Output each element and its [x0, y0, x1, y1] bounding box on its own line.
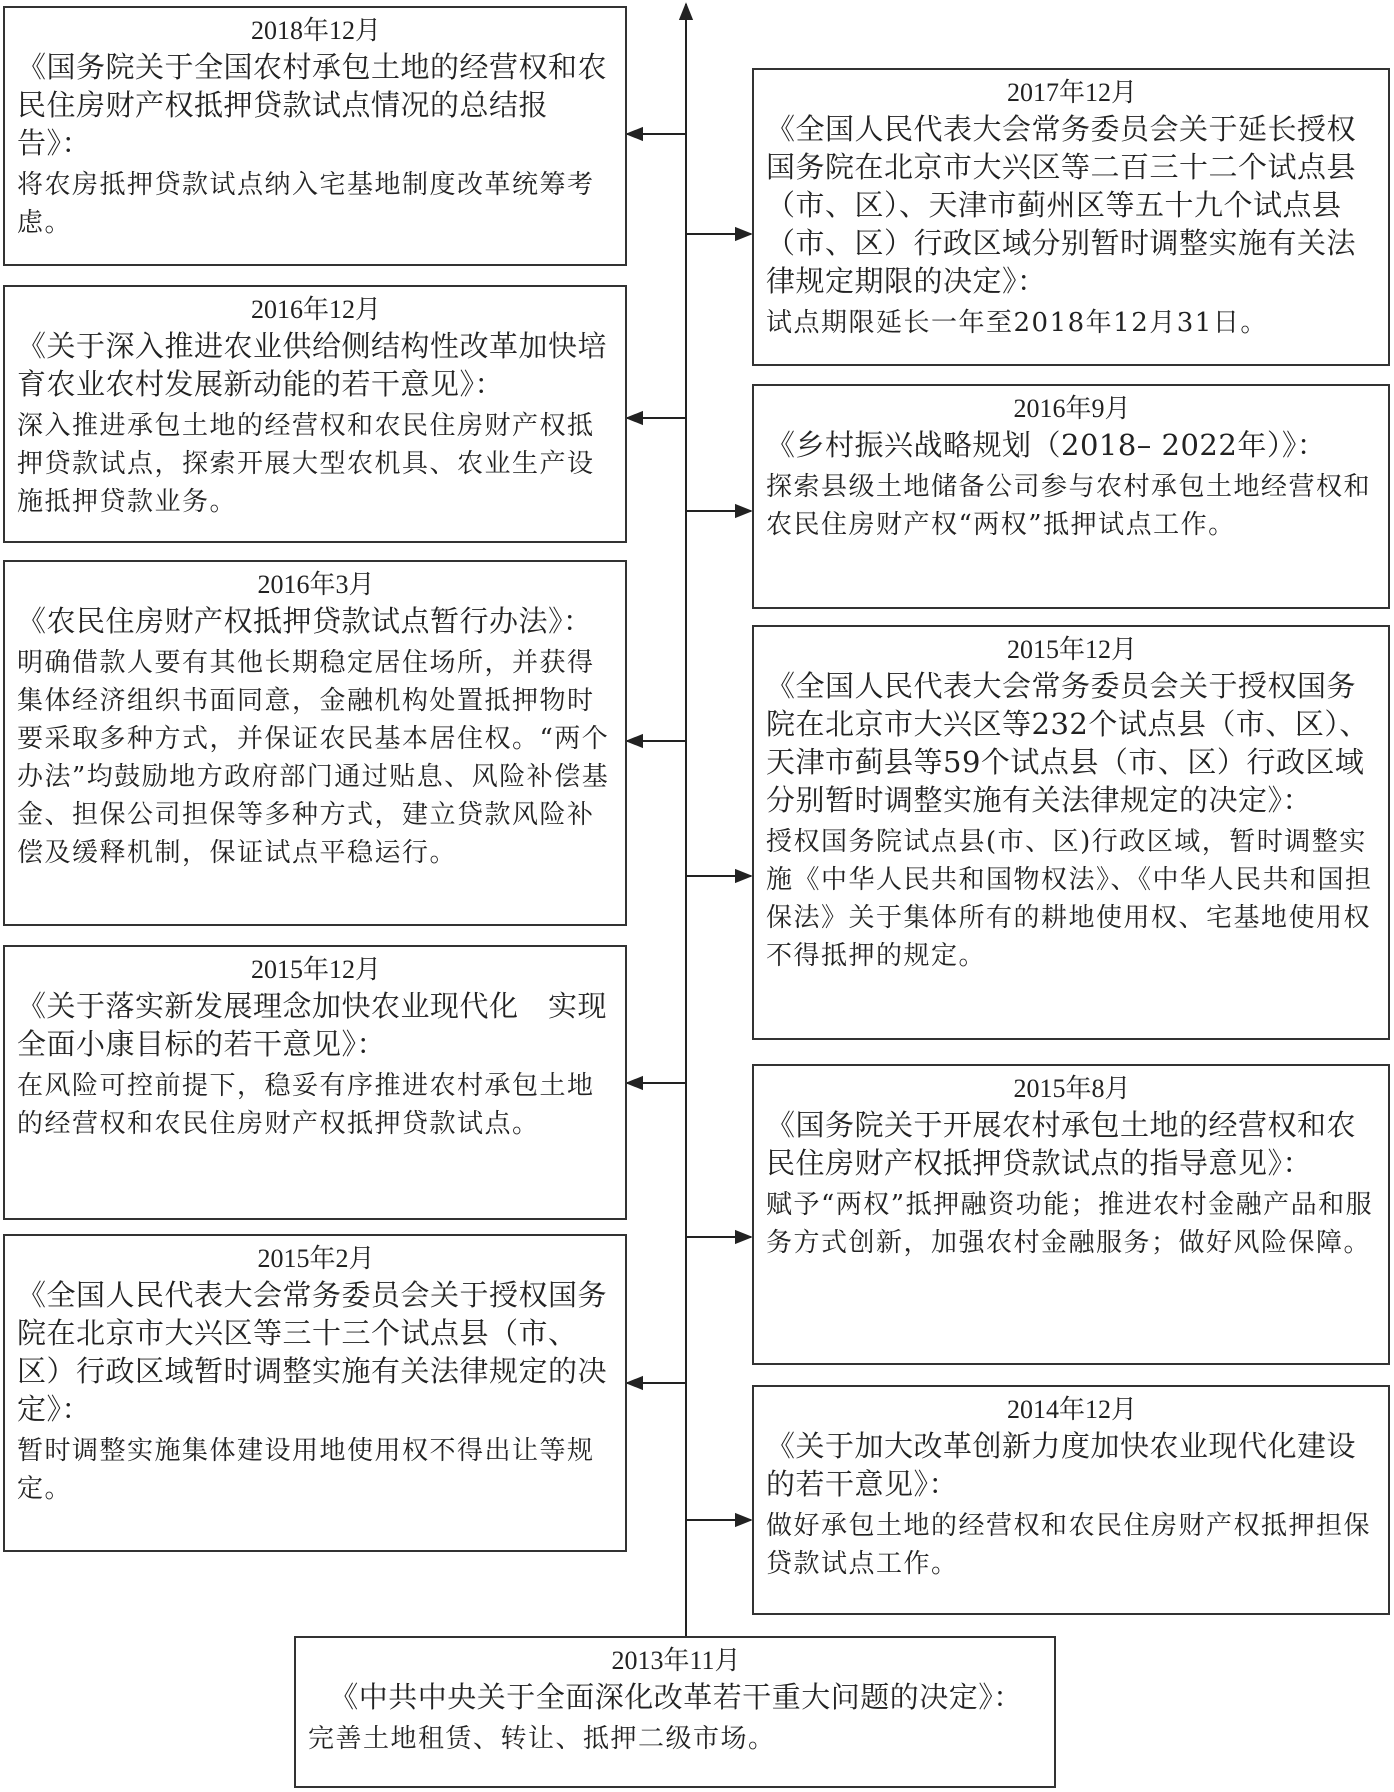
- event-content: 探索县级土地储备公司参与农村承包土地经营权和农民住房财产权“两权”抵押试点工作。: [766, 472, 1372, 540]
- event-title: 《关于落实新发展理念加快农业现代化 实现全面小康目标的若干意见》：: [17, 989, 608, 1061]
- event-box-2016-09: [752, 384, 1390, 609]
- event-title: 《关于深入推进农业供给侧结构性改革加快培育农业农村发展新动能的若干意见》：: [17, 329, 608, 401]
- event-box-2015-12-right: [752, 625, 1390, 1040]
- event-box-2016-12: [3, 285, 627, 543]
- event-date: 2017年12月: [1006, 78, 1137, 107]
- event-box-2018-12: [3, 6, 627, 266]
- event-content: 授权国务院试点县(市、区)行政区域，暂时调整实施《中华人民共和国物权法》、《中华人民共和国担保法》关于集体所有的耕地使用权、宅基地使用权不得抵押的规定。: [766, 827, 1373, 971]
- event-title: 《关于加大改革创新力度加快农业现代化建设的若干意见》：: [766, 1429, 1357, 1501]
- event-title: 《农民住房财产权抵押贷款试点暂行办法》：: [17, 604, 593, 638]
- event-content: 深入推进承包土地的经营权和农民住房财产权抵押贷款试点，探索开展大型农机具、农业生产设施抵押贷款业务。: [17, 411, 595, 517]
- event-date: 2016年3月: [257, 570, 375, 599]
- event-content: 将农房抵押贷款试点纳入宅基地制度改革统筹考虑。: [17, 170, 595, 238]
- event-content: 做好承包土地的经营权和农民住房财产权抵押担保贷款试点工作。: [766, 1511, 1372, 1579]
- event-box-2017-12: [752, 68, 1390, 366]
- event-box-2014-12: [752, 1385, 1390, 1615]
- event-date: 2018年12月: [250, 16, 381, 45]
- event-title: 《国务院关于开展农村承包土地的经营权和农民住房财产权抵押贷款试点的指导意见》：: [766, 1108, 1357, 1180]
- event-content: 明确借款人要有其他长期稳定居住场所，并获得集体经济组织书面同意，金融机构处置抵押物时要采取多种方式，并保证农民基本居住权。“两个办法”均鼓励地方政府部门通过贴息、风险补偿基金、担保公司担保等多种方式，建立贷款风险补偿及缓释机制，保证试点平稳运行。: [17, 648, 610, 868]
- event-title: 《国务院关于全国农村承包土地的经营权和农民住房财产权抵押贷款试点情况的总结报告》：: [17, 50, 608, 160]
- event-date: 2014年12月: [1006, 1395, 1137, 1424]
- event-box-2013-11: [294, 1636, 1056, 1788]
- event-content: 试点期限延长一年至2018年12月31日。: [766, 308, 1268, 338]
- event-content: 暂时调整实施集体建设用地使用权不得出让等规定。: [17, 1436, 595, 1504]
- event-date: 2015年12月: [1006, 635, 1137, 664]
- event-title: 《乡村振兴战略规划（2018– 2022年）》：: [766, 428, 1327, 462]
- event-date: 2015年12月: [250, 955, 381, 984]
- left-arrows: [627, 134, 686, 1383]
- event-title: 《中共中央关于全面深化改革若干重大问题的决定》：: [329, 1680, 1023, 1714]
- right-arrows: [686, 234, 751, 1520]
- event-date: 2016年12月: [250, 295, 381, 324]
- event-box-2015-02: [3, 1234, 627, 1552]
- event-title: 《全国人民代表大会常务委员会关于延长授权国务院在北京市大兴区等二百三十二个试点县（市、区）、天津市蓟州区等五十九个试点县（市、区）行政区域分别暂时调整实施有关法律规定期限的决定》：: [766, 112, 1357, 298]
- event-content: 在风险可控前提下，稳妥有序推进农村承包土地的经营权和农民住房财产权抵押贷款试点。: [17, 1071, 595, 1139]
- event-content: 完善土地租赁、转让、抵押二级市场。: [308, 1724, 776, 1754]
- event-content: 赋予“两权”抵押融资功能；推进农村金融产品和服务方式创新，加强农村金融服务；做好风险保障。: [766, 1190, 1374, 1258]
- event-title: 《全国人民代表大会常务委员会关于授权国务院在北京市大兴区等三十三个试点县（市、区）行政区域暂时调整实施有关法律规定的决定》：: [17, 1278, 608, 1426]
- event-title: 《全国人民代表大会常务委员会关于授权国务院在北京市大兴区等232个试点县（市、区）、天津市蓟县等59个试点县（市、区）行政区域分别暂时调整实施有关法律规定的决定》：: [766, 669, 1369, 817]
- event-date: 2015年2月: [257, 1244, 375, 1273]
- event-date: 2016年9月: [1013, 394, 1131, 423]
- event-box-2016-03: [3, 560, 627, 926]
- event-date: 2013年11月: [611, 1646, 741, 1675]
- event-box-2015-12-left: [3, 945, 627, 1220]
- event-date: 2015年8月: [1013, 1074, 1131, 1103]
- event-box-2015-08: [752, 1064, 1390, 1365]
